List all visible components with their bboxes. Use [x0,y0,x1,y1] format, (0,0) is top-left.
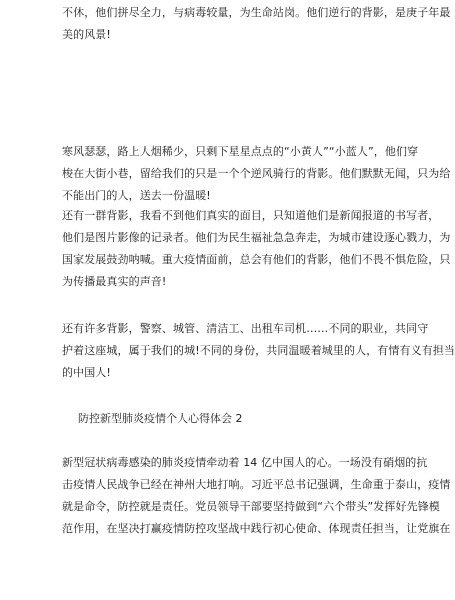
paragraph-line: 击疫情人民战争已经在神州大地打响。习近平总书记强调，生命重于泰山，疫情 [62,478,451,491]
paragraph-line: 不能出门的人，送去一份温暖! [62,189,211,202]
paragraph-line: 寒风瑟瑟，路上人烟稀少，只剩下星星点点的“小黄人”“小蓝人”，他们穿 [62,145,419,158]
paragraph-2 [62,141,451,207]
paragraph-line: 新型冠状病毒感染的肺炎疫情牵动着 14 亿中国人的心。一场没有硝烟的抗 [62,456,428,469]
paragraph-line: 还有许多背影，警察、城管、清洁工、出租车司机……不同的职业，共同守 [62,322,429,335]
paragraph-3 [62,205,451,293]
paragraph-line: 国家发展鼓劲呐喊。重大疫情面前，总会有他们的背影，他们不畏不惧危险，只 [62,253,451,266]
paragraph-line: 就是命令，防控就是责任。党员领导干部要坚持做到“六个带头”发挥好先锋模 [62,500,440,513]
paragraph-line: 他们是图片影像的记录者。他们为民生福祉急急奔走，为城市建设逐心戮力，为 [62,231,451,244]
paragraph-line: 的中国人! [62,366,111,379]
paragraph-line: 还有一群背影，我看不到他们真实的面目，只知道他们是新闻报道的书写者， [62,209,440,222]
section-heading: 防控新型肺炎疫情个人心得体会 2 [78,412,243,425]
paragraph-1 [62,2,451,46]
paragraph-line: 梭在大街小巷，留给我们的只是一个个逆风骑行的背影。他们默默无闻，只为给 [62,167,451,180]
paragraph-line: 不休，他们拼尽全力，与病毒较量，为生命站岗。他们逆行的背影，是庚子年最 [62,6,451,19]
paragraph-5 [62,452,451,540]
paragraph-line: 为传播最真实的声音! [62,275,167,288]
paragraph-4 [62,318,455,384]
paragraph-line: 范作用，在坚决打赢疫情防控攻坚战中践行初心使命、体现责任担当，让党旗在 [62,522,451,535]
paragraph-line: 美的风景! [62,28,111,41]
paragraph-line: 护着这座城，属于我们的城!不同的身份，共同温暖着城里的人，有情有义有担当 [62,344,455,357]
